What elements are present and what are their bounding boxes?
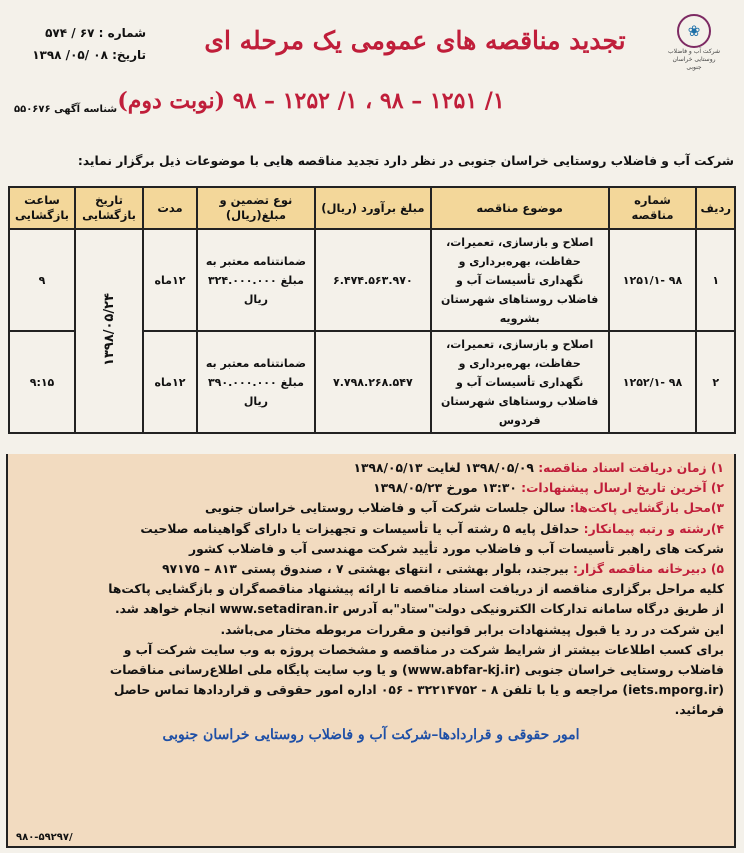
cell-guarantee: ضمانتنامه معتبر به مبلغ ۳۹۰.۰۰۰.۰۰۰ ریال (197, 331, 315, 433)
info-line (18, 478, 724, 498)
cell-open-hour: ۹ (9, 229, 75, 331)
tender-table (8, 186, 736, 434)
col-open-hour: ساعت بازگشایی (9, 187, 75, 229)
cell-open-hour: ۹:۱۵ (9, 331, 75, 433)
info-text: ۱۳:۳۰ مورخ ۱۳۹۸/۰۵/۲۳ (373, 481, 522, 496)
notice-title: تجدید مناقصه های عمومی یک مرحله ای (204, 26, 626, 55)
cell-subject: اصلاح و بازسازی، تعمیرات، حفاظت، بهره‌برداری و نگهداری تأسیسات آب و فاضلاب روستاهای شهرستان بشرویه (431, 229, 609, 331)
cell-row: ۲ (696, 331, 735, 433)
cell-number: ۹۸ -۱۲۵۲/۱ (609, 331, 697, 433)
info-text: شرکت های راهبر تأسیسات آب و فاضلاب مورد تأیید شرکت مهندسی آب و فاضلاب کشور (189, 541, 724, 556)
info-line (18, 498, 724, 518)
tender-notice (4, 4, 740, 849)
info-line (18, 458, 724, 478)
info-text: سالن جلسات شرکت آب و فاضلاب روستایی خراسان جنوبی (204, 501, 570, 516)
col-duration: مدت (143, 187, 197, 229)
cell-duration: ۱۲ماه (143, 331, 197, 433)
info-text: کلیه مراحل برگزاری مناقصه از دریافت اسناد مناقصه تا ارائه پیشنهاد مناقصه‌گران و بازگشایی پاکت‌ها (108, 582, 724, 597)
info-text: بیرجند، بلوار بهشتی ، انتهای بهشتی ۷ ، صندوق پستی ۸۱۳ – ۹۷۱۷۵ (162, 562, 573, 577)
info-label: ۲) آخرین تاریخ ارسال پیشنهادات: (521, 481, 724, 496)
info-line (18, 579, 724, 599)
cell-row: ۱ (696, 229, 735, 331)
col-number: شماره مناقصه (609, 187, 697, 229)
info-text: (iets.mporg.ir) مراجعه و یا با تلفن ۸ - ۳۲۲۱۴۷۵۲ - ۰۵۶ اداره امور حقوقی و قراردادها تماس حاصل (113, 683, 724, 698)
tender-numbers: ۱/ ۱۲۵۱ – ۹۸ ، ۱/ ۱۲۵۲ – ۹۸ (نوبت دوم) (117, 88, 505, 114)
col-guarantee: نوع تضمین و مبلغ(ریال) (197, 187, 315, 229)
col-open-date: تاریخ بازگشایی (75, 187, 143, 229)
table-row (9, 229, 735, 331)
cell-number: ۹۸ -۱۲۵۱/۱ (609, 229, 697, 331)
opening-date: ۱۳۹۸/۰۵/۲۴ (101, 293, 117, 366)
bottom-code: ۹۸۰-۵۹۲۹۷/ (16, 832, 73, 843)
info-label: ۴)رشته و رتبه پیمانکار: (583, 521, 724, 536)
company-logo (666, 14, 722, 72)
col-subject: موضوع مناقصه (431, 187, 609, 229)
cell-estimate: ۷.۷۹۸.۲۶۸.۵۴۷ (315, 331, 431, 433)
info-label: ۱) زمان دریافت اسناد مناقصه: (538, 461, 724, 475)
reference-date: تاریخ: ۰۸ /۰۵/ ۱۳۹۸ (32, 48, 146, 62)
reference-box (12, 22, 146, 66)
info-line (18, 620, 724, 640)
info-line (18, 640, 724, 660)
col-estimate: مبلغ برآورد (ریال) (315, 187, 431, 229)
info-line (18, 559, 724, 579)
info-line (18, 519, 724, 539)
info-text: از طریق درگاه سامانه تدارکات الکترونیکی دولت"ستاد"به آدرس www.setadiran.ir انجام خواهد شد. (114, 602, 724, 617)
cell-estimate: ۶.۴۷۴.۵۶۳.۹۷۰ (315, 229, 431, 331)
col-row: ردیف (696, 187, 735, 229)
info-text: حداقل پایه ۵ رشته آب یا تأسیسات و تجهیزات یا دارای گواهینامه صلاحیت (140, 521, 584, 536)
table-header-row (9, 187, 735, 229)
reference-number: شماره : ۶۷ / ۵۷۴ (45, 26, 146, 40)
info-label: ۳)محل بازگشایی پاکت‌ها: (569, 501, 724, 516)
info-line (18, 660, 724, 680)
info-line (18, 539, 724, 559)
cell-duration: ۱۲ماه (143, 229, 197, 331)
info-text: این شرکت در رد یا قبول پیشنهادات برابر قوانین و مقررات مربوطه مختار می‌باشد. (220, 622, 724, 637)
info-line (18, 680, 724, 700)
ad-identifier: شناسه آگهی ۵۵۰۶۷۶ (14, 104, 118, 115)
info-text: فاضلاب روستایی خراسان جنوبی (www.abfar-kj.ir) و یا وب سایت پایگاه ملی اطلاع‌رسانی مناقصات (109, 663, 724, 678)
intro-text: شرکت آب و فاضلاب روستایی خراسان جنوبی در نظر دارد تجدید مناقصه هایی با موضوعات ذیل برگزار نماید: (77, 154, 734, 168)
info-text: فرمائید. (674, 703, 724, 718)
info-line (18, 599, 724, 619)
conditions-box (6, 454, 736, 848)
info-line (18, 700, 724, 720)
logo-text: شرکت آب و فاضلاب روستایی خراسان جنوبی (667, 48, 721, 71)
footer-signature: امور حقوقی و قراردادها–شرکت آب و فاضلاب روستایی خراسان جنوبی (162, 726, 580, 743)
info-text: برای کسب اطلاعات بیشتر از شرایط شرکت در مناقصه و مشخصات پروژه به وب سایت شرکت آب و (123, 642, 724, 657)
info-text: ۱۳۹۸/۰۵/۰۹ لغایت ۱۳۹۸/۰۵/۱۳ (353, 461, 539, 475)
cell-subject: اصلاح و بازسازی، تعمیرات، حفاظت، بهره‌برداری و نگهداری تأسیسات آب و فاضلاب روستاهای شهرستان فردوس (431, 331, 609, 433)
cell-open-date (75, 229, 143, 433)
cell-guarantee: ضمانتنامه معتبر به مبلغ ۳۲۴.۰۰۰.۰۰۰ ریال (197, 229, 315, 331)
info-label: ۵) دبیرخانه مناقصه گزار: (572, 562, 724, 577)
water-drop-icon: ❀ (677, 14, 711, 48)
